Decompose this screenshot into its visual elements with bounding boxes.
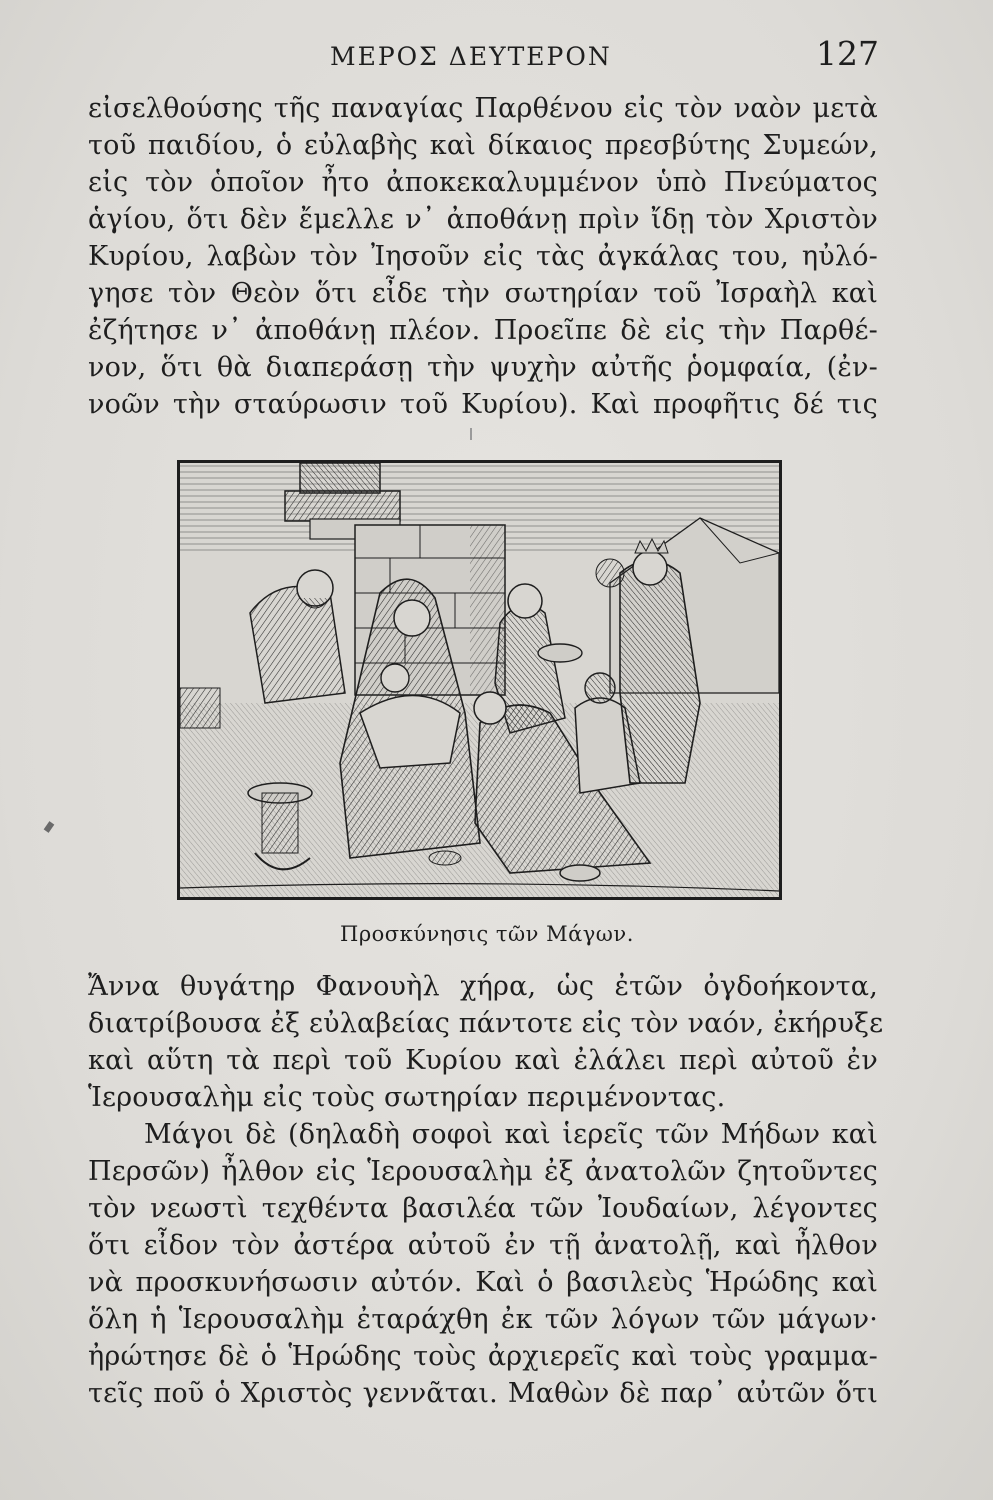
page-number: 127: [816, 34, 879, 73]
text-line: Κυρίου, λαβὼν τὸν Ἰησοῦν εἰς τὰς ἀγκάλας του, ηὐλό-: [88, 241, 878, 272]
text-line: γησε τὸν Θεὸν ὅτι εἶδε τὴν σωτηρίαν τοῦ Ἰσραὴλ καὶ: [88, 278, 878, 309]
print-speck: [470, 428, 472, 440]
text-line: εἰς τὸν ὁποῖον ἦτο ἀποκεκαλυμμένον ὑπὸ Πνεύματος: [88, 167, 878, 198]
engraving-illustration: [180, 463, 779, 897]
text-line: εἰσελθούσης τῆς παναγίας Παρθένου εἰς τὸν ναὸν μετὰ: [88, 93, 878, 124]
text-line: διατρίβουσα ἐξ εὐλαβείας πάντοτε εἰς τὸν ναόν, ἐκήρυξε: [88, 1008, 884, 1039]
paragraph-2-and-3: [88, 968, 884, 1412]
running-head: ΜΕΡΟΣ ΔΕΥΤΕΡΟΝ: [330, 42, 612, 71]
text-line: νὰ προσκυνήσωσιν αὐτόν. Καὶ ὁ βασιλεὺς Ἡρώδης καὶ: [88, 1267, 878, 1298]
text-line: ὅτι εἶδον τὸν ἀστέρα αὐτοῦ ἐν τῇ ἀνατολῇ, καὶ ἦλθον: [88, 1230, 878, 1261]
text-line: τεῖς ποῦ ὁ Χριστὸς γεννᾶται. Μαθὼν δὲ παρ᾽ αὐτῶν ὅτι: [88, 1378, 878, 1409]
figure-caption: Προσκύνησις τῶν Μάγων.: [340, 922, 634, 946]
text-line: ἁγίου, ὅτι δὲν ἔμελλε ν᾽ ἀποθάνῃ πρὶν ἴδῃ τὸν Χριστὸν: [88, 204, 878, 235]
text-line: ὅλη ἡ Ἱερουσαλὴμ ἐταράχθη ἐκ τῶν λόγων τῶν μάγων·: [88, 1304, 878, 1335]
margin-mark: [44, 821, 55, 833]
text-line: ἠρώτησε δὲ ὁ Ἡρώδης τοὺς ἀρχιερεῖς καὶ τοὺς γραμμα-: [88, 1341, 878, 1372]
text-line: Μάγοι δὲ (δηλαδὴ σοφοὶ καὶ ἱερεῖς τῶν Μήδων καὶ: [144, 1119, 878, 1150]
engraving-adoration-of-the-magi: [177, 460, 782, 900]
text-line: καὶ αὕτη τὰ περὶ τοῦ Κυρίου καὶ ἐλάλει περὶ αὐτοῦ ἐν: [88, 1045, 878, 1076]
page-header: [0, 34, 993, 78]
text-line: Περσῶν) ἦλθον εἰς Ἱερουσαλὴμ ἐξ ἀνατολῶν ζητοῦντες: [88, 1156, 878, 1187]
text-line: νον, ὅτι θὰ διαπεράσῃ τὴν ψυχὴν αὐτῆς ῥομφαία, (ἐν-: [88, 352, 878, 383]
paragraph-1: [88, 90, 878, 423]
text-line: Ἄννα θυγάτηρ Φανουὴλ χήρα, ὡς ἐτῶν ὀγδοήκοντα,: [88, 971, 878, 1002]
text-line: ἐζήτησε ν᾽ ἀποθάνῃ πλέον. Προεῖπε δὲ εἰς τὴν Παρθέ-: [88, 315, 878, 346]
text-line: νοῶν τὴν σταύρωσιν τοῦ Κυρίου). Καὶ προφῆτις δέ τις: [88, 389, 878, 420]
text-line: τοῦ παιδίου, ὁ εὐλαβὴς καὶ δίκαιος πρεσβύτης Συμεών,: [88, 130, 878, 161]
text-line: τὸν νεωστὶ τεχθέντα βασιλέα τῶν Ἰουδαίων, λέγοντες: [88, 1193, 878, 1224]
text-line: Ἱερουσαλὴμ εἰς τοὺς σωτηρίαν περιμένοντας.: [88, 1082, 726, 1113]
